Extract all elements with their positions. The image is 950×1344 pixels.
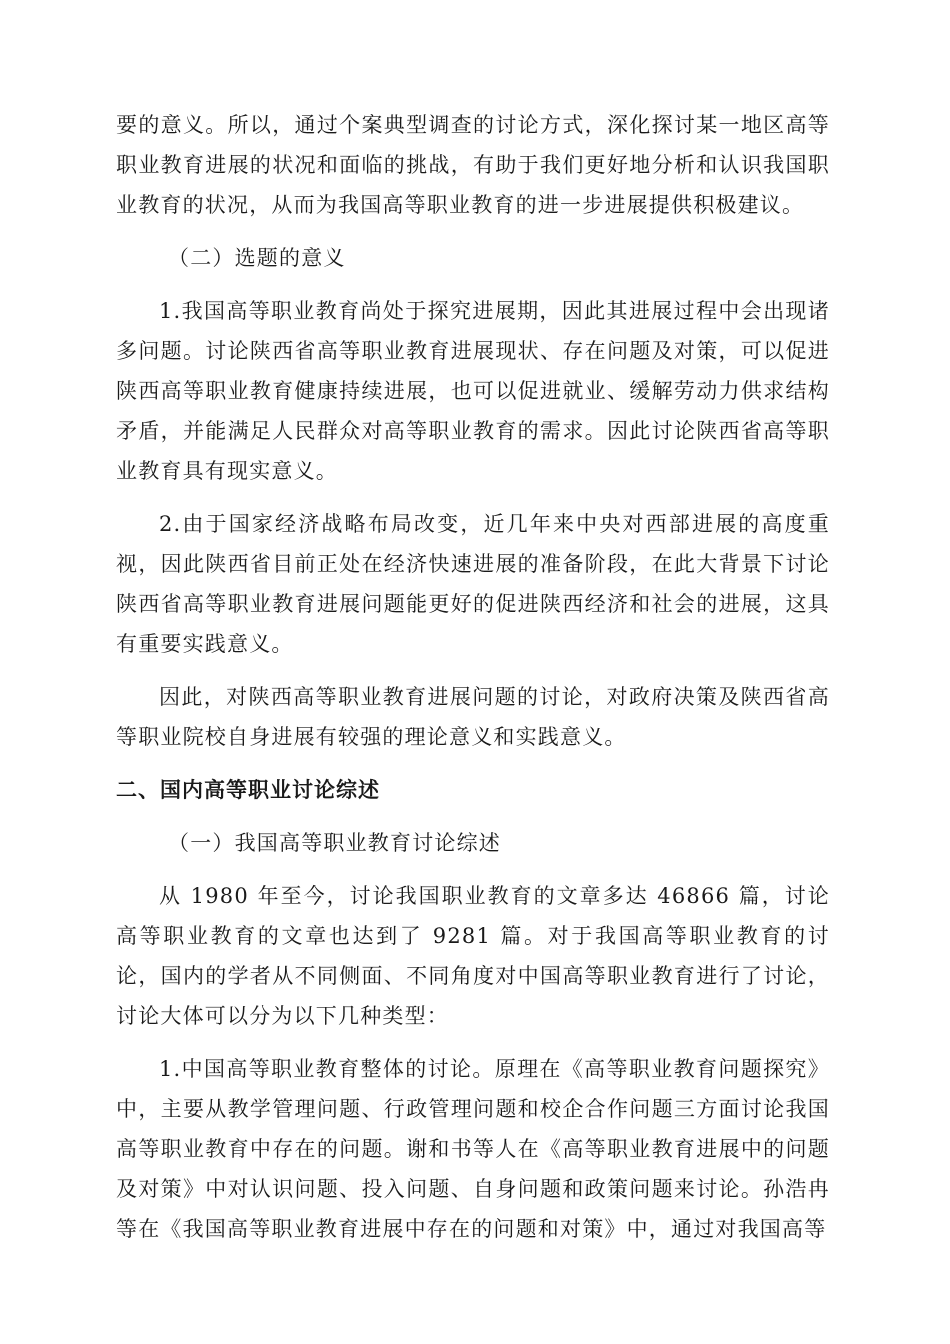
subheading-review-overview: （一）我国高等职业教育讨论综述: [168, 831, 501, 855]
paragraph-review-1: 1.中国高等职业教育整体的讨论。原理在《高等职业教育问题探究》中，主要从教学管理问题、行政管理问题和校企合作问题三方面讨论我国高等职业教育中存在的问题。谢和书等人在《高等职业教育进展中的问题及对策》中对认识问题、投入问题、自身问题和政策问题来讨论。孙浩冉等在《我国高等职业教育进展中存在的问题和对策》中，通过对我国高等: [116, 1057, 830, 1241]
paragraph-review-intro: 从 1980 年至今，讨论我国职业教育的文章多达 46866 篇，讨论高等职业教育的文章也达到了 9281 篇。对于我国高等职业教育的讨论，国内的学者从不同侧面、不同角度对中国高等职业教育进行了讨论，讨论大体可以分为以下几种类型：: [116, 884, 830, 1028]
section-heading-domestic-review: 二、国内高等职业讨论综述: [116, 778, 380, 802]
paragraph-intro-continued: 要的意义。所以，通过个案典型调查的讨论方式，深化探讨某一地区高等职业教育进展的状况和面临的挑战，有助于我们更好地分析和认识我国职业教育的状况，从而为我国高等职业教育的进一步进展提供积极建议。: [116, 113, 830, 217]
paragraph-significance-1: 1.我国高等职业教育尚处于探究进展期，因此其进展过程中会出现诸多问题。讨论陕西省高等职业教育进展现状、存在问题及对策，可以促进陕西高等职业教育健康持续进展，也可以促进就业、缓解劳动力供求结构矛盾，并能满足人民群众对高等职业教育的需求。因此讨论陕西省高等职业教育具有现实意义。: [116, 299, 830, 483]
paragraph-significance-2: 2.由于国家经济战略布局改变，近几年来中央对西部进展的高度重视，因此陕西省目前正处在经济快速进展的准备阶段，在此大背景下讨论陕西省高等职业教育进展问题能更好的促进陕西经济和社会的进展，这具有重要实践意义。: [116, 512, 830, 656]
document-page: [116, 105, 830, 1262]
paragraph-significance-summary: 因此，对陕西高等职业教育进展问题的讨论，对政府决策及陕西省高等职业院校自身进展有较强的理论意义和实践意义。: [116, 685, 830, 749]
subheading-topic-significance: （二）选题的意义: [168, 246, 346, 270]
